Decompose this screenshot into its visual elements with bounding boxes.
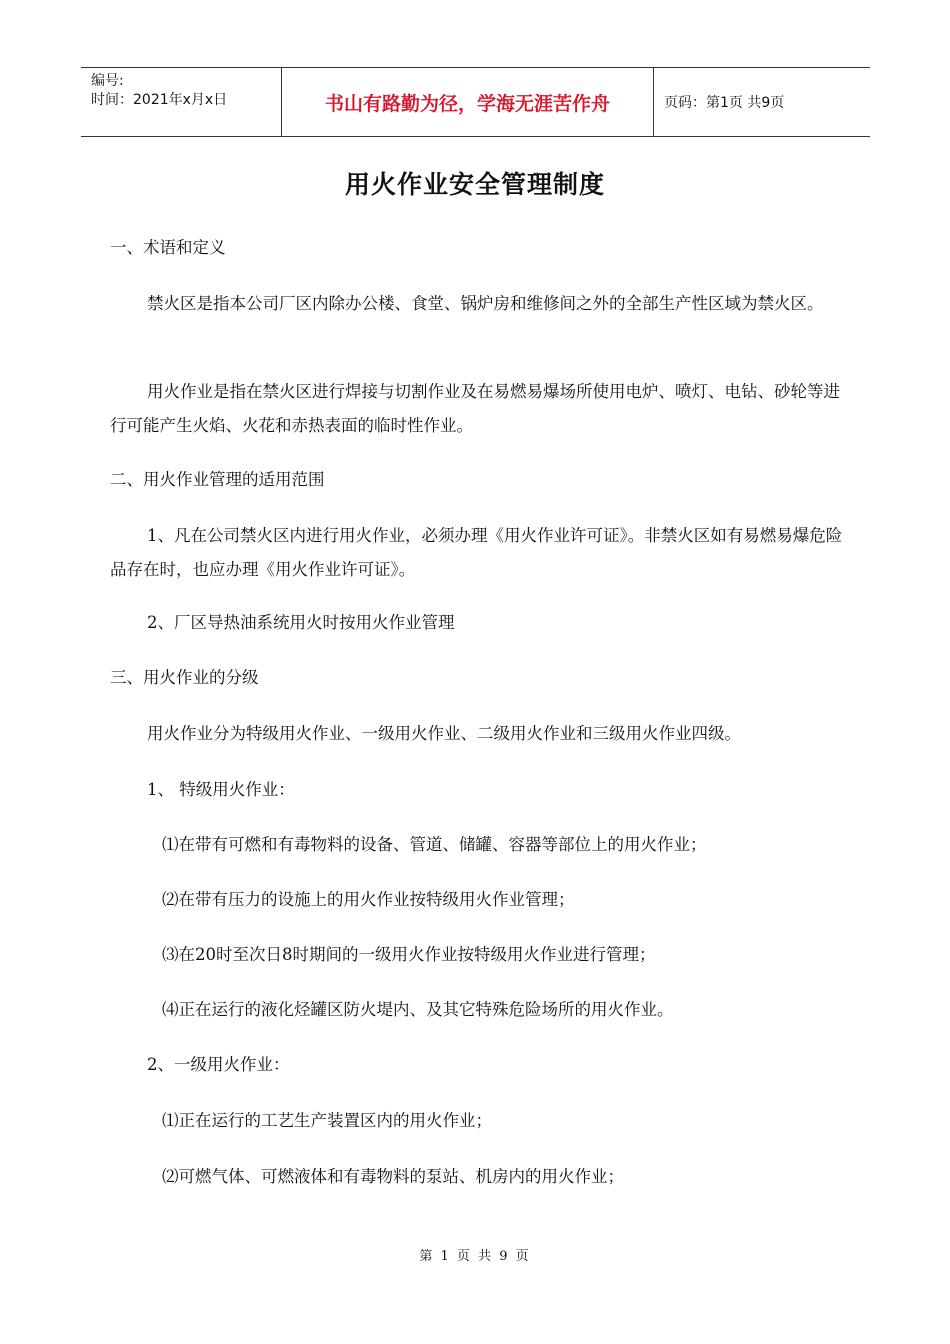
paragraph-3: 1、凡在公司禁火区内进行用火作业，必须办理《用火作业许可证》。非禁火区如有易燃易爆危险品存在时，也应办理《用火作业许可证》。 (110, 526, 843, 579)
header-meta (81, 68, 282, 136)
list-item: ⑵在带有压力的设施上的用火作业按特级用火作业管理； (162, 890, 575, 909)
page-header (81, 67, 870, 137)
date-label: 时间：2021年x月x日 (91, 92, 228, 108)
header-motto: 书山有路勤为径，学海无涯苦作舟 (282, 68, 654, 136)
section-heading-2: 二、用火作业管理的适用范围 (110, 470, 325, 489)
paragraph-1: 禁火区是指本公司厂区内除办公楼、食堂、锅炉房和维修间之外的全部生产性区域为禁火区。 (147, 294, 824, 313)
list-item: ⑷正在运行的液化烃罐区防火堤内、及其它特殊危险场所的用火作业。 (162, 1000, 674, 1019)
list-item: ⑶在20时至次日8时期间的一级用火作业按特级用火作业进行管理； (162, 945, 656, 964)
header-page-info: 页码：第1页 共9页 (664, 95, 785, 111)
section-heading-3: 三、用火作业的分级 (110, 668, 259, 687)
list-item: ⑴在带有可燃和有毒物料的设备、管道、储罐、容器等部位上的用火作业； (162, 835, 707, 854)
document-title: 用火作业安全管理制度 (344, 170, 605, 199)
number-label: 编号: (91, 73, 124, 89)
list-item: ⑵可燃气体、可燃液体和有毒物料的泵站、机房内的用火作业； (162, 1167, 624, 1186)
subsection-heading-2: 2、一级用火作业： (147, 1055, 290, 1074)
section-heading-1: 一、术语和定义 (110, 238, 226, 257)
paragraph-5: 用火作业分为特级用火作业、一级用火作业、二级用火作业和三级用火作业四级。 (147, 724, 741, 743)
paragraph-2: 用火作业是指在禁火区进行焊接与切割作业及在易燃易爆场所使用电炉、喷灯、电钻、砂轮等进行可能产生火焰、火花和赤热表面的临时性作业。 (110, 382, 840, 435)
list-item: ⑴正在运行的工艺生产装置区内的用火作业； (162, 1111, 492, 1130)
page-footer: 第 1 页 共 9 页 (419, 1249, 531, 1264)
paragraph-4: 2、厂区导热油系统用火时按用火作业管理 (147, 613, 455, 632)
subsection-heading-1: 1、 特级用火作业： (147, 780, 295, 799)
